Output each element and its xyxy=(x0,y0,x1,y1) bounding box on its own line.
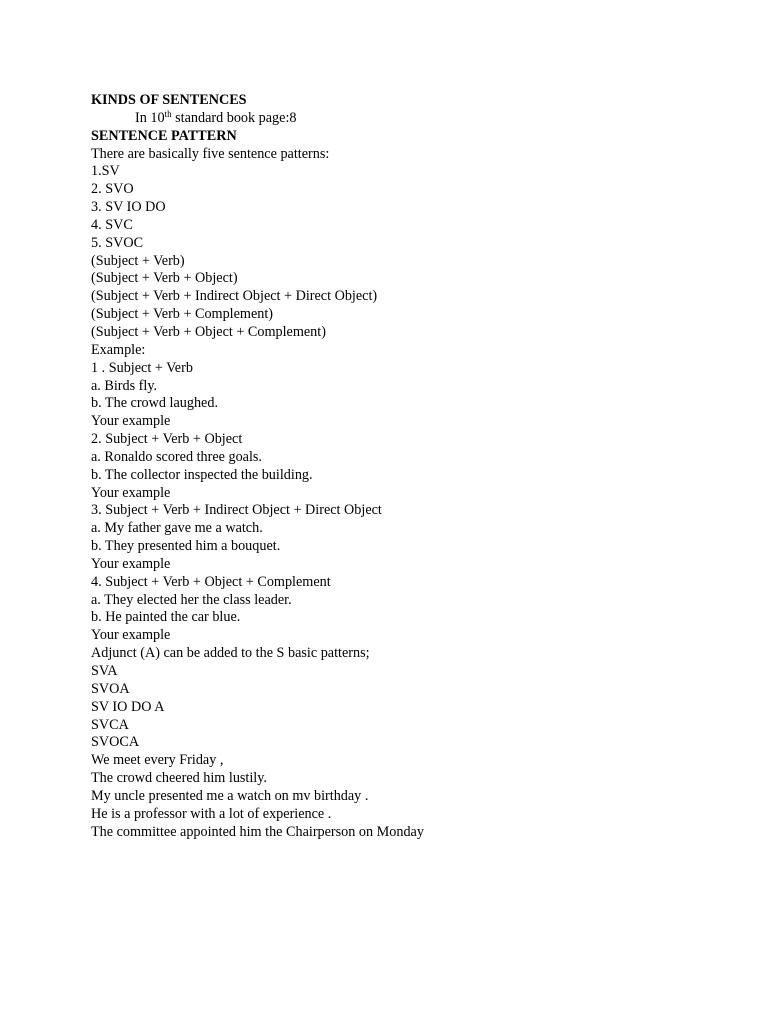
text-line: SV IO DO A xyxy=(91,698,165,715)
text-line: 4. Subject + Verb + Object + Complement xyxy=(91,573,331,590)
text-line: a. Ronaldo scored three goals. xyxy=(91,448,262,465)
text-line: We meet every Friday , xyxy=(91,752,224,769)
text-line: Your example xyxy=(91,555,171,572)
text-line: 3. SV IO DO xyxy=(91,199,166,216)
text-line: b. They presented him a bouquet. xyxy=(91,538,281,555)
text-line: (Subject + Verb + Complement) xyxy=(91,306,274,323)
text-line: Adjunct (A) can be added to the S basic patterns; xyxy=(91,645,370,662)
text-line: There are basically five sentence patterns: xyxy=(91,145,330,162)
text-line: 2. SVO xyxy=(91,181,134,198)
text-line: 5. SVOC xyxy=(91,234,144,251)
text-line: 2. Subject + Verb + Object xyxy=(91,431,243,448)
text-line: (Subject + Verb + Indirect Object + Direct Object) xyxy=(91,288,378,305)
text-line: b. The crowd laughed. xyxy=(91,395,218,412)
text-line: Your example xyxy=(91,627,171,644)
text-line: a. They elected her the class leader. xyxy=(91,591,292,608)
section-heading: SENTENCE PATTERN xyxy=(91,127,237,144)
book-reference-prefix: In 10 xyxy=(135,109,165,126)
book-reference-superscript: th xyxy=(164,108,172,119)
document-lines xyxy=(91,146,751,842)
text-line: b. He painted the car blue. xyxy=(91,609,241,626)
text-line: (Subject + Verb) xyxy=(91,252,185,269)
text-line: Your example xyxy=(91,484,171,501)
document-title: KINDS OF SENTENCES xyxy=(91,92,247,108)
text-line: 1 . Subject + Verb xyxy=(91,359,193,376)
text-line: SVA xyxy=(91,663,118,679)
book-reference xyxy=(91,110,751,128)
text-line: The committee appointed him the Chairperson on Monday xyxy=(91,823,424,840)
text-line: Your example xyxy=(91,413,171,430)
text-line: SVCA xyxy=(91,716,129,733)
text-line: SVOCA xyxy=(91,734,140,751)
document-body xyxy=(91,92,751,841)
book-reference-suffix: standard book page:8 xyxy=(171,109,297,126)
text-line: My uncle presented me a watch on mv birthday . xyxy=(91,787,369,804)
text-line: a. My father gave me a watch. xyxy=(91,520,263,537)
text-line: Example: xyxy=(91,341,146,358)
text-line: SVOA xyxy=(91,680,130,697)
text-line: 4. SVC xyxy=(91,216,133,233)
text-line: 1.SV xyxy=(91,163,120,180)
text-line: The crowd cheered him lustily. xyxy=(91,770,267,787)
text-line: a. Birds fly. xyxy=(91,377,158,394)
text-line: (Subject + Verb + Object + Complement) xyxy=(91,323,326,340)
text-line: (Subject + Verb + Object) xyxy=(91,270,238,287)
text-line: b. The collector inspected the building. xyxy=(91,466,313,483)
text-line: 3. Subject + Verb + Indirect Object + Direct Object xyxy=(91,502,382,519)
text-line: He is a professor with a lot of experience . xyxy=(91,805,332,822)
